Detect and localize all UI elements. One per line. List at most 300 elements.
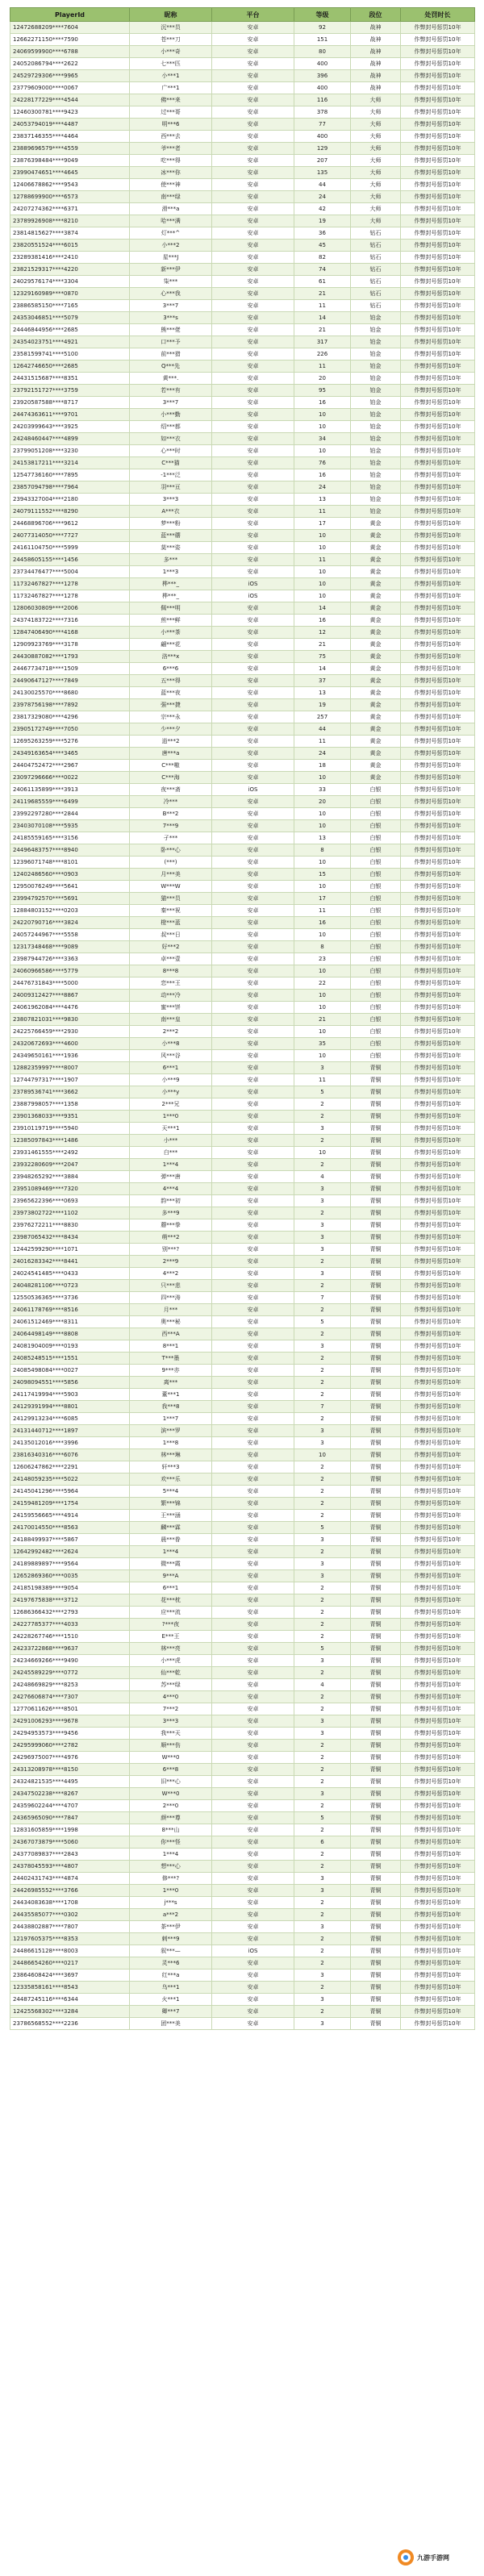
cell-level: 10 <box>294 530 351 542</box>
cell-player-id: 24349650161****1936 <box>10 1050 130 1062</box>
cell-player-id: 24402431743****4874 <box>10 1873 130 1885</box>
cell-nickname: 弹***唐 <box>130 1171 212 1183</box>
cell-level: 10 <box>294 808 351 820</box>
cell-platform: 安卓 <box>212 469 294 481</box>
cell-player-id: 12847406490****4168 <box>10 627 130 639</box>
cell-penalty: 作弊封号惩罚10年 <box>401 796 475 808</box>
cell-penalty: 作弊封号惩罚10年 <box>401 1570 475 1582</box>
cell-platform: 安卓 <box>212 687 294 699</box>
cell-level: 18 <box>294 760 351 772</box>
cell-level: 3 <box>294 1123 351 1135</box>
cell-penalty: 作弊封号惩罚10年 <box>401 1933 475 1945</box>
table-row <box>10 1970 475 1982</box>
cell-platform: 安卓 <box>212 1111 294 1123</box>
cell-player-id: 24365965090****7847 <box>10 1812 130 1824</box>
cell-nickname: 4***4 <box>130 1183 212 1195</box>
cell-player-id: 24009312427****8867 <box>10 990 130 1002</box>
table-row <box>10 627 475 639</box>
cell-rank: 铂金 <box>351 445 401 457</box>
cell-rank: 青铜 <box>351 1159 401 1171</box>
cell-platform: 安卓 <box>212 893 294 905</box>
cell-nickname: 6***1 <box>130 1062 212 1074</box>
cell-platform: 安卓 <box>212 1232 294 1244</box>
cell-level: 2 <box>294 1740 351 1752</box>
cell-rank: 青铜 <box>351 1304 401 1316</box>
cell-platform: 安卓 <box>212 361 294 373</box>
cell-penalty: 作弊封号惩罚10年 <box>401 857 475 869</box>
cell-player-id: 12744797317****1907 <box>10 1074 130 1086</box>
cell-rank: 青铜 <box>351 1522 401 1534</box>
cell-rank: 大师 <box>351 119 401 131</box>
cell-player-id: 23978756198****7892 <box>10 699 130 711</box>
cell-player-id: 24438802887****7807 <box>10 1921 130 1933</box>
cell-player-id: 24207274362****6371 <box>10 203 130 215</box>
table-row <box>10 433 475 445</box>
cell-nickname: 顺***伤 <box>130 1740 212 1752</box>
cell-level: 3 <box>294 1437 351 1449</box>
table-row <box>10 832 475 844</box>
cell-rank: 青铜 <box>351 1449 401 1461</box>
table-row <box>10 1836 475 1849</box>
cell-penalty: 作弊封号惩罚10年 <box>401 1365 475 1377</box>
cell-penalty: 作弊封号惩罚10年 <box>401 119 475 131</box>
cell-penalty: 作弊封号惩罚10年 <box>401 58 475 70</box>
cell-level: 129 <box>294 143 351 155</box>
cell-platform: 安卓 <box>212 1171 294 1183</box>
table-row <box>10 1933 475 1945</box>
cell-nickname: 七***匹 <box>130 58 212 70</box>
cell-nickname: 8***8 <box>130 965 212 977</box>
cell-level: 82 <box>294 252 351 264</box>
cell-platform: 安卓 <box>212 1679 294 1691</box>
cell-nickname: 轩***3 <box>130 1461 212 1473</box>
cell-nickname: T***墨 <box>130 1353 212 1365</box>
cell-rank: 钻石 <box>351 240 401 252</box>
table-row <box>10 687 475 699</box>
cell-nickname: 8***1 <box>130 1340 212 1353</box>
cell-platform: 安卓 <box>212 869 294 881</box>
cell-rank: 白银 <box>351 784 401 796</box>
cell-platform: 安卓 <box>212 240 294 252</box>
cell-player-id: 12317348468****9089 <box>10 941 130 953</box>
table-row <box>10 808 475 820</box>
cell-rank: 大师 <box>351 155 401 167</box>
cell-player-id: 24016283342****8441 <box>10 1256 130 1268</box>
cell-player-id: 24225766459****2930 <box>10 1026 130 1038</box>
cell-rank: 青铜 <box>351 1970 401 1982</box>
cell-platform: 安卓 <box>212 1098 294 1111</box>
cell-penalty: 作弊封号惩罚10年 <box>401 288 475 300</box>
cell-level: 10 <box>294 772 351 784</box>
cell-player-id: 24296975007****4976 <box>10 1752 130 1764</box>
cell-nickname: 我***8 <box>130 1401 212 1413</box>
cell-player-id: 12550536365****3736 <box>10 1292 130 1304</box>
cell-player-id: 24233722868****9637 <box>10 1643 130 1655</box>
cell-platform: 安卓 <box>212 977 294 990</box>
cell-penalty: 作弊封号惩罚10年 <box>401 264 475 276</box>
cell-player-id: 12909923769****3178 <box>10 639 130 651</box>
cell-player-id: 12884803152****0203 <box>10 905 130 917</box>
cell-nickname: 叙***— <box>130 1945 212 1957</box>
cell-penalty: 作弊封号惩罚10年 <box>401 1849 475 1861</box>
cell-player-id: 24188499937****5867 <box>10 1534 130 1546</box>
cell-platform: 安卓 <box>212 46 294 58</box>
cell-rank: 黄金 <box>351 760 401 772</box>
cell-level: 77 <box>294 119 351 131</box>
table-row <box>10 34 475 46</box>
table-row <box>10 1849 475 1861</box>
cell-penalty: 作弊封号惩罚10年 <box>401 445 475 457</box>
cell-rank: 黄金 <box>351 566 401 578</box>
cell-rank: 黄金 <box>351 699 401 711</box>
cell-platform: iOS <box>212 590 294 602</box>
cell-level: 24 <box>294 481 351 494</box>
cell-penalty: 作弊封号惩罚10年 <box>401 506 475 518</box>
cell-level: 44 <box>294 179 351 191</box>
cell-platform: 安卓 <box>212 1256 294 1268</box>
cell-level: 3 <box>294 1425 351 1437</box>
cell-player-id: 23837146355****4464 <box>10 131 130 143</box>
cell-player-id: 24024541485****0433 <box>10 1268 130 1280</box>
cell-rank: 白银 <box>351 977 401 990</box>
cell-penalty: 作弊封号惩罚10年 <box>401 1256 475 1268</box>
table-row <box>10 94 475 106</box>
cell-penalty: 作弊封号惩罚10年 <box>401 1026 475 1038</box>
cell-level: 2 <box>294 1800 351 1812</box>
cell-player-id: 24295999060****2782 <box>10 1740 130 1752</box>
cell-rank: 钻石 <box>351 276 401 288</box>
cell-penalty: 作弊封号惩罚10年 <box>401 1280 475 1292</box>
cell-level: 3 <box>294 1244 351 1256</box>
cell-platform: 安卓 <box>212 832 294 844</box>
cell-penalty: 作弊封号惩罚10年 <box>401 1498 475 1510</box>
cell-rank: 白银 <box>351 905 401 917</box>
cell-nickname: 小***1 <box>130 70 212 82</box>
cell-penalty: 作弊封号惩罚10年 <box>401 1522 475 1534</box>
cell-penalty: 作弊封号惩罚10年 <box>401 433 475 445</box>
cell-player-id: 24052086794****2622 <box>10 58 130 70</box>
cell-nickname: 1***8 <box>130 1437 212 1449</box>
cell-platform: 安卓 <box>212 1667 294 1679</box>
header-platform: 平台 <box>212 8 294 22</box>
cell-player-id: 12662271150****7590 <box>10 34 130 46</box>
cell-rank: 铂金 <box>351 385 401 397</box>
cell-nickname: 梦***粉 <box>130 518 212 530</box>
cell-platform: 安卓 <box>212 542 294 554</box>
table-row <box>10 1764 475 1776</box>
cell-penalty: 作弊封号惩罚10年 <box>401 1123 475 1135</box>
cell-level: 16 <box>294 615 351 627</box>
table-row <box>10 1219 475 1232</box>
cell-player-id: 23887998057****1358 <box>10 1098 130 1111</box>
table-row <box>10 494 475 506</box>
cell-rank: 青铜 <box>351 1510 401 1522</box>
cell-rank: 青铜 <box>351 1800 401 1812</box>
cell-nickname: C***嗷 <box>130 760 212 772</box>
cell-nickname: 强***捷 <box>130 699 212 711</box>
table-row <box>10 615 475 627</box>
cell-player-id: 24159556665****4914 <box>10 1510 130 1522</box>
cell-level: 24 <box>294 191 351 203</box>
cell-penalty: 作弊封号惩罚10年 <box>401 1800 475 1812</box>
table-row <box>10 106 475 119</box>
header-player-id: PlayerId <box>10 8 130 22</box>
table-row <box>10 711 475 723</box>
cell-platform: 安卓 <box>212 905 294 917</box>
cell-player-id: 23910119719****5940 <box>10 1123 130 1135</box>
table-row <box>10 1812 475 1824</box>
table-row <box>10 663 475 675</box>
cell-platform: 安卓 <box>212 227 294 240</box>
table-row <box>10 578 475 590</box>
cell-rank: 青铜 <box>351 1994 401 2006</box>
cell-level: 45 <box>294 240 351 252</box>
cell-nickname: 唐***a <box>130 748 212 760</box>
cell-rank: 大师 <box>351 191 401 203</box>
table-row <box>10 1207 475 1219</box>
cell-nickname: 佩***明 <box>130 602 212 615</box>
cell-penalty: 作弊封号惩罚10年 <box>401 1836 475 1849</box>
cell-player-id: 24529729306****9965 <box>10 70 130 82</box>
cell-nickname: 想***心 <box>130 1861 212 1873</box>
cell-player-id: 23821529317****4220 <box>10 264 130 276</box>
cell-platform: 安卓 <box>212 1498 294 1510</box>
cell-player-id: 24294953573****9456 <box>10 1728 130 1740</box>
cell-level: 21 <box>294 1014 351 1026</box>
cell-penalty: 作弊封号惩罚10年 <box>401 1268 475 1280</box>
cell-penalty: 作弊封号惩罚10年 <box>401 1316 475 1328</box>
cell-platform: 安卓 <box>212 445 294 457</box>
cell-level: 2 <box>294 1546 351 1558</box>
table-row <box>10 1861 475 1873</box>
cell-rank: 青铜 <box>351 1280 401 1292</box>
cell-penalty: 作弊封号惩罚10年 <box>401 639 475 651</box>
cell-platform: 安卓 <box>212 844 294 857</box>
cell-nickname: 奥***秘 <box>130 1316 212 1328</box>
cell-platform: 安卓 <box>212 22 294 34</box>
cell-level: 2 <box>294 1849 351 1861</box>
table-row <box>10 167 475 179</box>
cell-nickname: 月*** <box>130 1304 212 1316</box>
cell-player-id: 23403070108****5935 <box>10 820 130 832</box>
cell-rank: 白银 <box>351 820 401 832</box>
cell-penalty: 作弊封号惩罚10年 <box>401 312 475 324</box>
cell-player-id: 24496483757****8940 <box>10 844 130 857</box>
cell-penalty: 作弊封号惩罚10年 <box>401 1534 475 1546</box>
cell-penalty: 作弊封号惩罚10年 <box>401 869 475 881</box>
table-row <box>10 288 475 300</box>
table-row <box>10 143 475 155</box>
cell-nickname: 6***6 <box>130 663 212 675</box>
table-row <box>10 1510 475 1522</box>
cell-level: 257 <box>294 711 351 723</box>
cell-nickname: 羽***亘 <box>130 481 212 494</box>
cell-player-id: 24119685559****6499 <box>10 796 130 808</box>
cell-penalty: 作弊封号惩罚10年 <box>401 1873 475 1885</box>
table-row <box>10 179 475 191</box>
cell-level: 11 <box>294 506 351 518</box>
cell-penalty: 作弊封号惩罚10年 <box>401 1389 475 1401</box>
cell-penalty: 作弊封号惩罚10年 <box>401 1970 475 1982</box>
table-body <box>10 22 475 2030</box>
cell-player-id: 23792151727****3759 <box>10 385 130 397</box>
table-row <box>10 1752 475 1764</box>
cell-rank: 青铜 <box>351 1909 401 1921</box>
cell-nickname: 煎***鲜 <box>130 615 212 627</box>
cell-penalty: 作弊封号惩罚10年 <box>401 82 475 94</box>
cell-player-id: 12460300781****9423 <box>10 106 130 119</box>
cell-platform: 安卓 <box>212 1292 294 1304</box>
cell-player-id: 23943327004****2180 <box>10 494 130 506</box>
cell-rank: 白银 <box>351 893 401 905</box>
cell-rank: 青铜 <box>351 1812 401 1824</box>
cell-platform: 安卓 <box>212 1994 294 2006</box>
cell-platform: 安卓 <box>212 348 294 361</box>
cell-nickname: 卓***壹 <box>130 953 212 965</box>
cell-level: 2 <box>294 1776 351 1788</box>
cell-level: 11 <box>294 300 351 312</box>
cell-nickname: 应***流 <box>130 1607 212 1619</box>
cell-level: 2 <box>294 1957 351 1970</box>
cell-rank: 青铜 <box>351 1824 401 1836</box>
table-row <box>10 784 475 796</box>
cell-player-id: 24057244967****5558 <box>10 929 130 941</box>
cell-platform: 安卓 <box>212 1389 294 1401</box>
table-row <box>10 651 475 663</box>
cell-nickname: 蜜***饼 <box>130 1002 212 1014</box>
cell-platform: 安卓 <box>212 1074 294 1086</box>
cell-player-id: 24228177229****4544 <box>10 94 130 106</box>
cell-level: 13 <box>294 687 351 699</box>
table-row <box>10 1461 475 1473</box>
cell-nickname: 1***0 <box>130 1885 212 1897</box>
cell-player-id: 24053794019****4487 <box>10 119 130 131</box>
cell-platform: 安卓 <box>212 796 294 808</box>
cell-player-id: 24347502238****8267 <box>10 1788 130 1800</box>
cell-platform: 安卓 <box>212 1933 294 1945</box>
cell-platform: 安卓 <box>212 1691 294 1703</box>
cell-penalty: 作弊封号惩罚10年 <box>401 542 475 554</box>
cell-nickname: j***s <box>130 1897 212 1909</box>
cell-player-id: 23816340316****6076 <box>10 1449 130 1461</box>
table-row <box>10 481 475 494</box>
cell-penalty: 作弊封号惩罚10年 <box>401 627 475 639</box>
table-row <box>10 1425 475 1437</box>
cell-penalty: 作弊封号惩罚10年 <box>401 1401 475 1413</box>
cell-platform: 安卓 <box>212 711 294 723</box>
table-row <box>10 857 475 869</box>
cell-player-id: 23097296666****0022 <box>10 772 130 784</box>
cell-level: 4 <box>294 1171 351 1183</box>
table-row <box>10 409 475 421</box>
cell-player-id: 12652869360****0035 <box>10 1570 130 1582</box>
cell-penalty: 作弊封号惩罚10年 <box>401 1594 475 1607</box>
cell-level: 10 <box>294 929 351 941</box>
cell-player-id: 12402486560****0903 <box>10 869 130 881</box>
cell-rank: 白银 <box>351 990 401 1002</box>
table-row <box>10 1135 475 1147</box>
table-row <box>10 917 475 929</box>
table-row <box>10 1449 475 1461</box>
cell-nickname: 1***4 <box>130 1849 212 1861</box>
cell-nickname: 小***奇 <box>130 46 212 58</box>
cell-rank: 白银 <box>351 869 401 881</box>
cell-rank: 青铜 <box>351 1764 401 1776</box>
cell-player-id: 24085248515****1551 <box>10 1353 130 1365</box>
cell-level: 2 <box>294 1933 351 1945</box>
cell-player-id: 24081904009****0193 <box>10 1340 130 1353</box>
cell-penalty: 作弊封号惩罚10年 <box>401 373 475 385</box>
cell-platform: 安卓 <box>212 857 294 869</box>
cell-nickname: 吃***得 <box>130 155 212 167</box>
cell-player-id: 24474363611****9701 <box>10 409 130 421</box>
cell-player-id: 12642746650****2685 <box>10 361 130 373</box>
cell-rank: 铂金 <box>351 433 401 445</box>
cell-nickname: 洛***x <box>130 651 212 663</box>
cell-player-id: 23973802722****1102 <box>10 1207 130 1219</box>
cell-penalty: 作弊封号惩罚10年 <box>401 675 475 687</box>
cell-platform: 安卓 <box>212 1594 294 1607</box>
cell-penalty: 作弊封号惩罚10年 <box>401 1546 475 1558</box>
cell-player-id: 24061962084****4476 <box>10 1002 130 1014</box>
cell-penalty: 作弊封号惩罚10年 <box>401 2018 475 2030</box>
cell-penalty: 作弊封号惩罚10年 <box>401 699 475 711</box>
cell-nickname: 颜***尊 <box>130 1812 212 1824</box>
cell-platform: 安卓 <box>212 1510 294 1522</box>
cell-rank: 铂金 <box>351 506 401 518</box>
cell-penalty: 作弊封号惩罚10年 <box>401 1667 475 1679</box>
table-row <box>10 736 475 748</box>
cell-rank: 铂金 <box>351 421 401 433</box>
table-row <box>10 1038 475 1050</box>
table-row <box>10 1631 475 1643</box>
table-row <box>10 1582 475 1594</box>
cell-rank: 青铜 <box>351 1183 401 1195</box>
cell-rank: 黄金 <box>351 639 401 651</box>
cell-nickname: Q***先 <box>130 361 212 373</box>
table-row <box>10 1824 475 1836</box>
cell-level: 2 <box>294 1377 351 1389</box>
table-row <box>10 215 475 227</box>
cell-rank: 青铜 <box>351 2018 401 2030</box>
cell-penalty: 作弊封号惩罚10年 <box>401 1377 475 1389</box>
cell-penalty: 作弊封号惩罚10年 <box>401 736 475 748</box>
cell-rank: 青铜 <box>351 1945 401 1957</box>
cell-level: 10 <box>294 1449 351 1461</box>
table-row <box>10 1957 475 1970</box>
cell-platform: 安卓 <box>212 264 294 276</box>
cell-level: 19 <box>294 215 351 227</box>
cell-platform: 安卓 <box>212 409 294 421</box>
cell-platform: 安卓 <box>212 1304 294 1316</box>
cell-player-id: 12770611626****8501 <box>10 1703 130 1715</box>
cell-platform: 安卓 <box>212 1280 294 1292</box>
cell-player-id: 23581599741****5100 <box>10 348 130 361</box>
cell-level: 2 <box>294 1473 351 1486</box>
cell-player-id: 23786568552****2236 <box>10 2018 130 2030</box>
cell-level: 207 <box>294 155 351 167</box>
cell-nickname: 2***兄 <box>130 1098 212 1111</box>
cell-rank: 铂金 <box>351 373 401 385</box>
table-row <box>10 1619 475 1631</box>
cell-nickname: 林***亮 <box>130 1643 212 1655</box>
cell-nickname: 王***涵 <box>130 1510 212 1522</box>
table-row <box>10 119 475 131</box>
cell-nickname: 恋***王 <box>130 977 212 990</box>
table-row <box>10 1715 475 1728</box>
cell-penalty: 作弊封号惩罚10年 <box>401 1994 475 2006</box>
cell-platform: 安卓 <box>212 651 294 663</box>
